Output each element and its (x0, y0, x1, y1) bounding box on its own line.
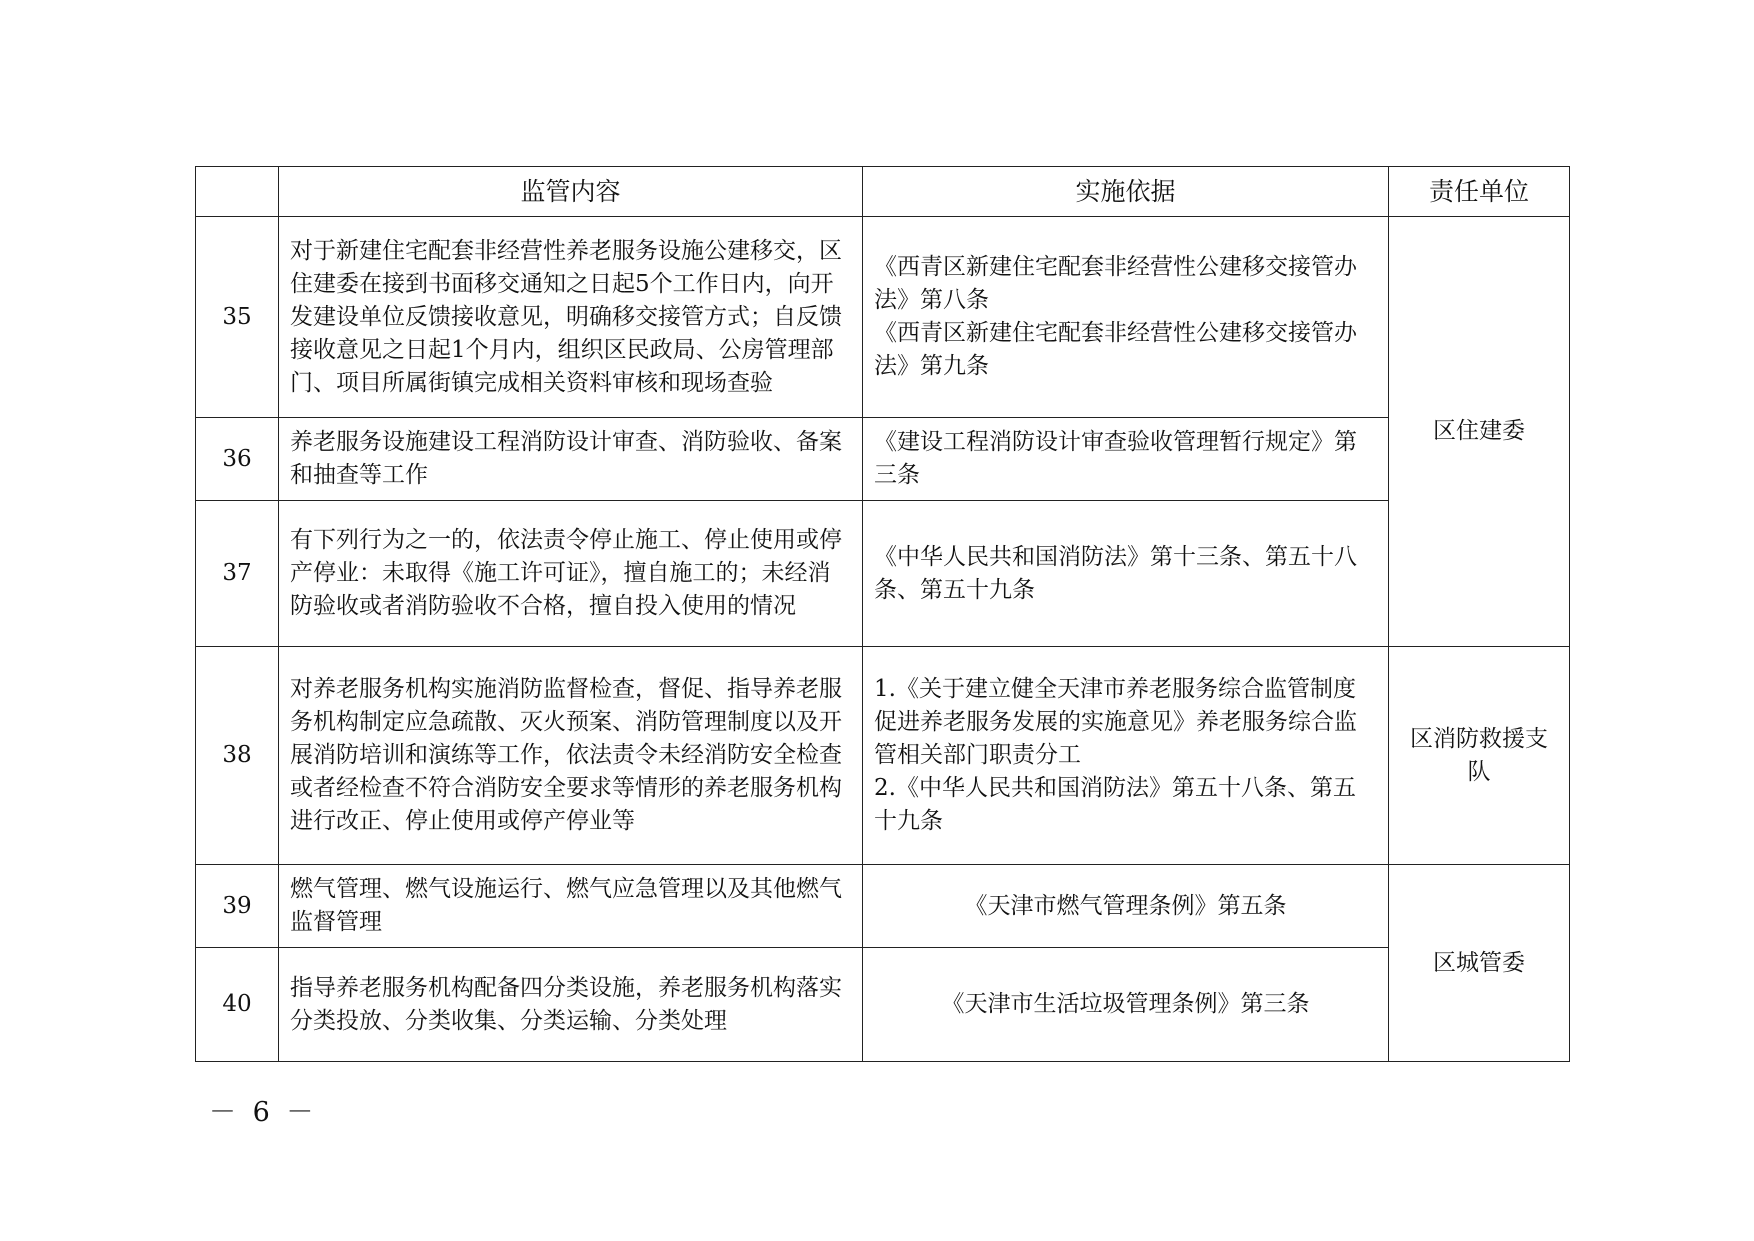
row-number: 38 (196, 647, 279, 865)
responsible-unit: 区消防救援支队 (1389, 647, 1570, 865)
row-content: 有下列行为之一的，依法责令停止施工、停止使用或停产停业：未取得《施工许可证》，擅自施工的；未经消防验收或者消防验收不合格，擅自投入使用的情况 (279, 501, 863, 647)
row-basis (863, 865, 1389, 948)
row-content: 对养老服务机构实施消防监督检查，督促、指导养老服务机构制定应急疏散、灭火预案、消防管理制度以及开展消防培训和演练等工作，依法责令未经消防安全检查或者经检查不符合消防安全要求等情形的养老服务机构进行改正、停止使用或停产停业等 (279, 647, 863, 865)
row-content: 养老服务设施建设工程消防设计审查、消防验收、备案和抽查等工作 (279, 418, 863, 501)
row-number: 39 (196, 865, 279, 948)
basis-line: 《中华人民共和国消防法》第十三条、第五十八条、第五十九条 (874, 543, 1357, 603)
header-content: 监管内容 (279, 167, 863, 217)
header-unit: 责任单位 (1389, 167, 1570, 217)
table-row (196, 865, 1570, 948)
basis-line: 《天津市生活垃圾管理条例》第三条 (941, 991, 1310, 1017)
supervision-table (195, 166, 1570, 1062)
header-number (196, 167, 279, 217)
basis-line: 《西青区新建住宅配套非经营性公建移交接管办法》第八条 (874, 254, 1357, 313)
row-content: 燃气管理、燃气设施运行、燃气应急管理以及其他燃气监督管理 (279, 865, 863, 948)
responsible-unit: 区住建委 (1389, 217, 1570, 647)
table-row (196, 948, 1570, 1062)
row-number: 35 (196, 217, 279, 418)
basis-line: 2.《中华人民共和国消防法》第五十八条、第五十九条 (874, 775, 1356, 834)
table-row (196, 418, 1570, 501)
row-number: 36 (196, 418, 279, 501)
table-row (196, 647, 1570, 865)
row-basis (863, 647, 1389, 865)
responsible-unit: 区城管委 (1389, 865, 1570, 1062)
basis-line: 1.《关于建立健全天津市养老服务综合监管制度促进养老服务发展的实施意见》养老服务综合监管相关部门职责分工 (874, 676, 1357, 768)
row-basis (863, 948, 1389, 1062)
row-number: 37 (196, 501, 279, 647)
row-number: 40 (196, 948, 279, 1062)
basis-line: 《西青区新建住宅配套非经营性公建移交接管办法》第九条 (874, 320, 1357, 379)
page-number: － 6 － (209, 1097, 318, 1128)
row-basis (863, 217, 1389, 418)
row-content: 对于新建住宅配套非经营性养老服务设施公建移交，区住建委在接到书面移交通知之日起5个工作日内，向开发建设单位反馈接收意见，明确移交接管方式；自反馈接收意见之日起1个月内，组织区民政局、公房管理部门、项目所属街镇完成相关资料审核和现场查验 (279, 217, 863, 418)
row-content: 指导养老服务机构配备四分类设施，养老服务机构落实分类投放、分类收集、分类运输、分类处理 (279, 948, 863, 1062)
basis-line: 《天津市燃气管理条例》第五条 (964, 892, 1287, 919)
row-basis (863, 501, 1389, 647)
table-row (196, 501, 1570, 647)
basis-line: 《建设工程消防设计审查验收管理暂行规定》第三条 (874, 429, 1357, 488)
header-row (196, 167, 1570, 217)
table-row (196, 217, 1570, 418)
header-basis: 实施依据 (863, 167, 1389, 217)
row-basis (863, 418, 1389, 501)
